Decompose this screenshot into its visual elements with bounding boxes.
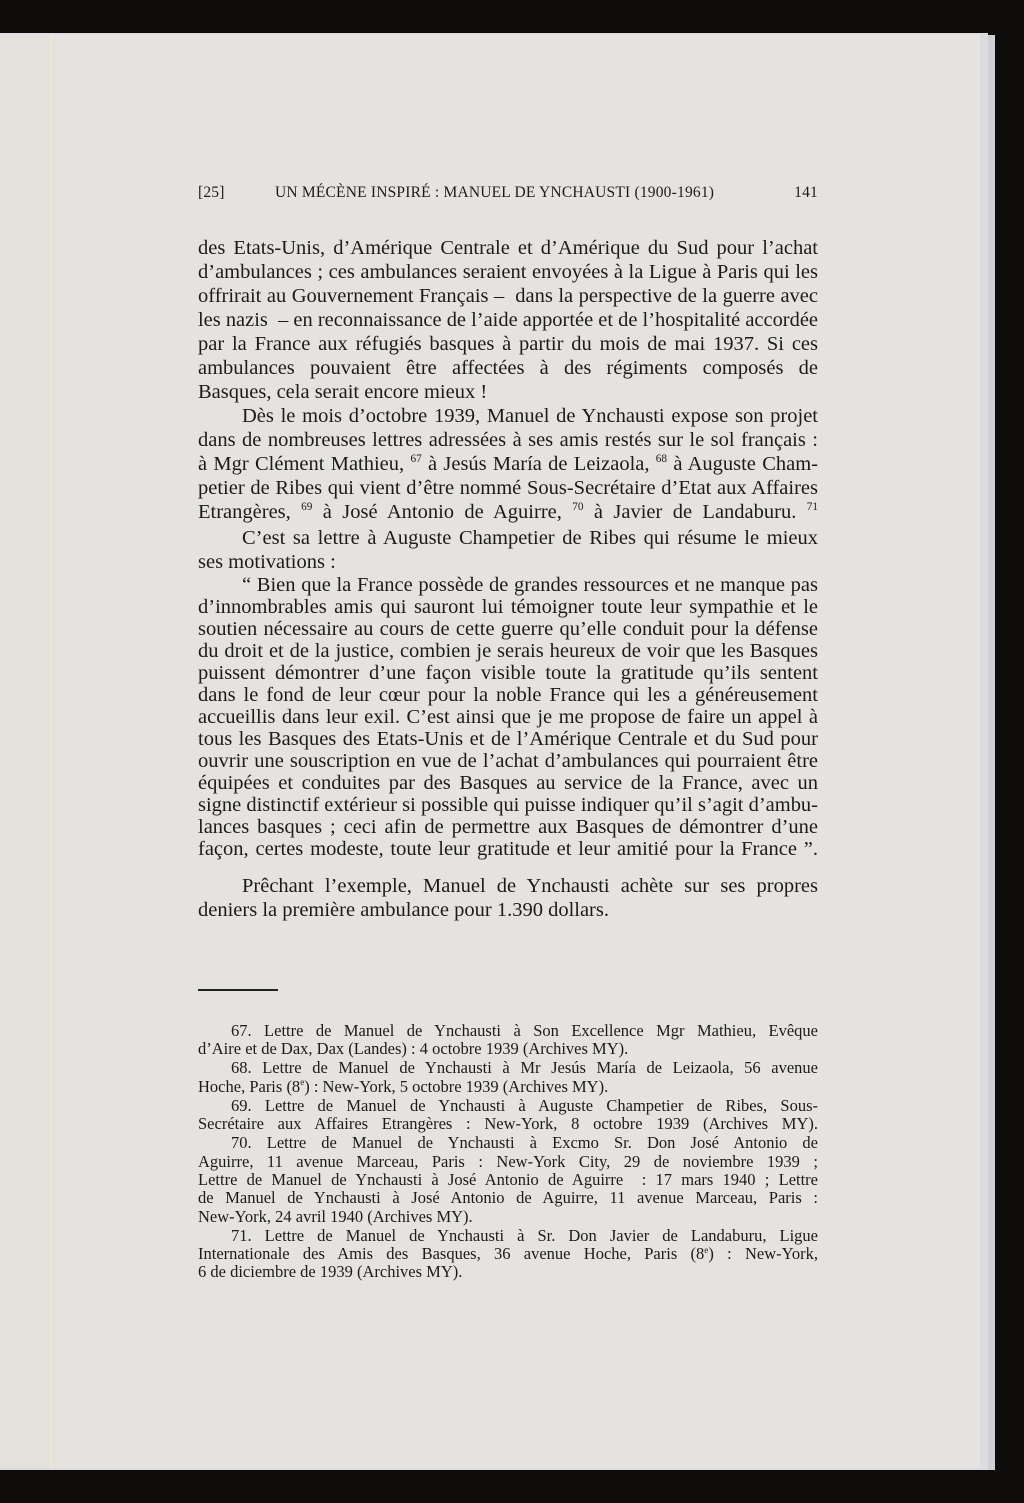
line-content <box>231 1134 818 1152</box>
text-run: de Manuel de Ynchausti à José Antonio de Aguirre, 11 avenue Marceau, Paris : <box>198 1188 818 1208</box>
superscript-reference: e <box>300 1077 305 1088</box>
line-content <box>231 1227 818 1245</box>
text-line <box>198 428 818 452</box>
footnote-rule <box>198 989 278 991</box>
line-content <box>242 574 818 596</box>
text-line <box>198 684 818 706</box>
paragraph <box>198 526 818 574</box>
text-run: soutien nécessaire au cours de cette guerre qu’elle conduit pour la défense <box>198 618 818 640</box>
line-content <box>198 452 818 479</box>
line-content <box>242 404 818 428</box>
text-line <box>198 618 818 640</box>
text-run: des Etats-Unis, d’Amérique Centrale et d’Amérique du Sud pour l’achat <box>198 237 818 259</box>
line-content <box>198 1153 818 1171</box>
line-content <box>198 308 818 332</box>
text-run: petier de Ribes qui vient d’être nommé Sous-Secrétaire d’Etat aux Affaires <box>198 477 818 499</box>
text-run: Etrangères, <box>198 501 302 523</box>
line-content <box>198 260 818 284</box>
line-content <box>198 500 818 527</box>
text-run: ses motivations : <box>198 551 336 573</box>
line-content <box>198 1189 818 1207</box>
text-run: New-York, 24 avril 1940 (Archives MY). <box>198 1206 473 1226</box>
line-content <box>198 332 818 356</box>
text-run: Hoche, Paris (8 <box>198 1076 301 1096</box>
line-content <box>198 750 818 772</box>
text-line <box>198 1078 818 1096</box>
text-line <box>198 750 818 772</box>
line-content <box>198 1208 473 1226</box>
text-line <box>198 500 818 524</box>
text-line <box>198 1022 818 1040</box>
text-line <box>198 452 818 476</box>
paragraph <box>198 236 818 404</box>
line-content <box>242 874 818 898</box>
footnote <box>198 1097 818 1134</box>
line-content <box>198 838 818 860</box>
line-content <box>198 794 818 816</box>
text-run: à Mgr Clément Mathieu, <box>198 453 411 475</box>
text-line <box>198 380 818 404</box>
text-run: par la France aux réfugiés basques à partir du mois de mai 1937. Si ces <box>198 333 818 355</box>
line-content <box>198 476 818 500</box>
text-run: Prêchant l’exemple, Manuel de Ynchausti achète sur ses propres <box>242 875 818 897</box>
line-content <box>198 662 818 684</box>
line-content <box>198 728 818 750</box>
text-run: 69. Lettre de Manuel de Ynchausti à Auguste Champetier de Ribes, Sous- <box>231 1095 818 1115</box>
text-run: ) : New-York, 5 octobre 1939 (Archives MY). <box>304 1076 609 1096</box>
text-run: 67. Lettre de Manuel de Ynchausti à Son Excellence Mgr Mathieu, Evêque <box>231 1021 818 1040</box>
line-content <box>242 526 818 550</box>
text-line <box>198 526 818 550</box>
line-content <box>198 284 818 308</box>
text-line <box>198 1097 818 1115</box>
line-content <box>198 684 818 706</box>
text-line <box>198 1227 818 1245</box>
text-run: Dès le mois d’octobre 1939, Manuel de Ynchausti expose son projet <box>242 405 818 427</box>
running-header <box>198 184 818 204</box>
text-run: les nazis – en reconnaissance de l’aide apportée et de l’hospitalité accordée <box>198 309 818 331</box>
line-content <box>198 640 818 662</box>
text-run: équipées et conduites par des Basques au service de la France, avec un <box>198 772 818 794</box>
text-line <box>198 816 818 838</box>
superscript-reference: 67 <box>410 453 422 466</box>
text-run: à Auguste Cham- <box>667 453 818 475</box>
line-content <box>198 1263 462 1281</box>
text-run: offrirait au Gouvernement Français – dans la perspective de la guerre avec <box>198 285 818 307</box>
line-content <box>198 1040 628 1058</box>
text-line <box>198 874 818 898</box>
line-content <box>198 816 818 838</box>
previous-page-leaf <box>0 34 52 1468</box>
text-line <box>198 1040 818 1058</box>
footnote <box>198 1022 818 1059</box>
text-line <box>198 476 818 500</box>
superscript-reference: 68 <box>655 453 668 466</box>
line-content <box>198 898 609 922</box>
line-content <box>231 1097 818 1115</box>
text-line <box>198 706 818 728</box>
superscript-reference: 71 <box>806 501 818 514</box>
line-content <box>198 618 818 640</box>
text-run: signe distinctif extérieur si possible qui puisse indiquer qu’il s’agit d’ambu- <box>198 794 818 816</box>
footnote <box>198 1227 818 1282</box>
page-number: 141 <box>794 184 818 201</box>
line-content <box>231 1059 818 1077</box>
text-run: accueillis dans leur exil. C’est ainsi que je me propose de faire un appel à <box>198 706 818 728</box>
line-content <box>198 356 818 380</box>
text-run: Basques, cela serait encore mieux ! <box>198 381 488 403</box>
text-run: tous les Basques des Etats-Unis et de l’Amérique Centrale et du Sud pour <box>198 728 818 750</box>
text-line <box>198 550 818 574</box>
superscript-reference: 70 <box>572 501 584 514</box>
text-run: façon, certes modeste, toute leur gratitude et leur amitié pour la France ”. <box>198 838 818 860</box>
line-content <box>198 1115 818 1133</box>
text-run: à Javier de Landaburu. <box>583 501 807 523</box>
text-line <box>198 1153 818 1171</box>
line-content <box>198 428 818 452</box>
text-run: d’ambulances ; ces ambulances seraient envoyées à la Ligue à Paris qui les <box>198 261 818 283</box>
text-line <box>198 404 818 428</box>
paragraph <box>198 874 818 922</box>
text-run: ouvrir une souscription en vue de l’achat d’ambulances qui pourraient être <box>198 750 818 772</box>
text-run: ) : New-York, <box>708 1244 818 1264</box>
superscript-reference: e <box>704 1244 709 1255</box>
text-run: Aguirre, 11 avenue Marceau, Paris : New-York City, 29 de noviembre 1939 ; <box>198 1151 818 1171</box>
text-run: 71. Lettre de Manuel de Ynchausti à Sr. Don Javier de Landaburu, Ligue <box>231 1225 818 1245</box>
footnotes <box>198 1022 818 1283</box>
text-run: d’innombrables amis qui sauront lui témoigner toute leur sympathie et le <box>198 596 818 618</box>
line-content <box>198 380 487 404</box>
line-content <box>198 596 818 618</box>
text-run: dans le fond de leur cœur pour la noble France qui les a généreusement <box>198 684 818 706</box>
line-content <box>198 236 818 260</box>
text-run: lances basques ; ceci afin de permettre aux Basques de démontrer d’une <box>198 816 818 838</box>
text-line <box>198 640 818 662</box>
text-run: deniers la première ambulance pour 1.390 dollars. <box>198 899 609 921</box>
text-line <box>198 662 818 684</box>
text-line <box>198 356 818 380</box>
text-line <box>198 1208 818 1226</box>
text-line <box>198 284 818 308</box>
text-run: 6 de diciembre de 1939 (Archives MY). <box>198 1262 463 1282</box>
text-run: dans de nombreuses lettres adressées à ses amis restés sur le sol français : <box>198 429 818 451</box>
text-line <box>198 794 818 816</box>
text-run: Secrétaire aux Affaires Etrangères : New-York, 8 octobre 1939 (Archives MY). <box>198 1114 818 1134</box>
text-run: d’Aire et de Dax, Dax (Landes) : 4 octobre 1939 (Archives MY). <box>198 1039 629 1059</box>
text-line <box>198 898 818 922</box>
superscript-reference: 69 <box>301 501 313 514</box>
text-line <box>198 308 818 332</box>
text-line <box>198 596 818 618</box>
text-line <box>198 728 818 750</box>
text-line <box>198 1134 818 1152</box>
text-line <box>198 838 818 860</box>
text-line <box>198 1059 818 1077</box>
line-content <box>231 1022 818 1040</box>
text-line <box>198 1171 818 1189</box>
text-run: à José Antonio de Aguirre, <box>312 501 573 523</box>
text-line <box>198 574 818 596</box>
section-number: [25] <box>198 184 225 201</box>
text-run: ambulances pouvaient être affectées à des régiments composés de <box>198 357 818 379</box>
line-content <box>198 706 818 728</box>
line-content <box>198 550 336 574</box>
text-line <box>198 1263 818 1281</box>
text-run: à Jesús María de Leizaola, <box>421 453 656 475</box>
line-content <box>198 772 818 794</box>
text-run: Internationale des Amis des Basques, 36 avenue Hoche, Paris (8 <box>198 1244 705 1264</box>
text-line <box>198 772 818 794</box>
text-line <box>198 1245 818 1263</box>
running-title: UN MÉCÈNE INSPIRÉ : MANUEL DE YNCHAUSTI (1900-1961) <box>275 184 715 201</box>
text-run: puissent démontrer d’une façon visible toute la gratitude qu’ils sentent <box>198 662 818 684</box>
paragraph <box>198 404 818 524</box>
text-line <box>198 260 818 284</box>
text-run: C’est sa lettre à Auguste Champetier de Ribes qui résume le mieux <box>242 527 818 549</box>
text-run: “ Bien que la France possède de grandes ressources et ne manque pas <box>242 574 818 596</box>
text-line <box>198 332 818 356</box>
footnote <box>198 1059 818 1096</box>
text-line <box>198 1115 818 1133</box>
text-run: Lettre de Manuel de Ynchausti à José Antonio de Aguirre : 17 mars 1940 ; Lettre <box>198 1170 818 1190</box>
text-run: 70. Lettre de Manuel de Ynchausti à Excmo Sr. Don José Antonio de <box>231 1133 818 1153</box>
line-content <box>198 1171 818 1189</box>
text-run: du droit et de la justice, combien je serais heureux de voir que les Basques <box>198 640 818 662</box>
footnote <box>198 1134 818 1225</box>
paragraph <box>198 574 818 860</box>
text-line <box>198 1189 818 1207</box>
text-line <box>198 236 818 260</box>
text-run: 68. Lettre de Manuel de Ynchausti à Mr Jesús María de Leizaola, 56 avenue <box>231 1058 818 1078</box>
